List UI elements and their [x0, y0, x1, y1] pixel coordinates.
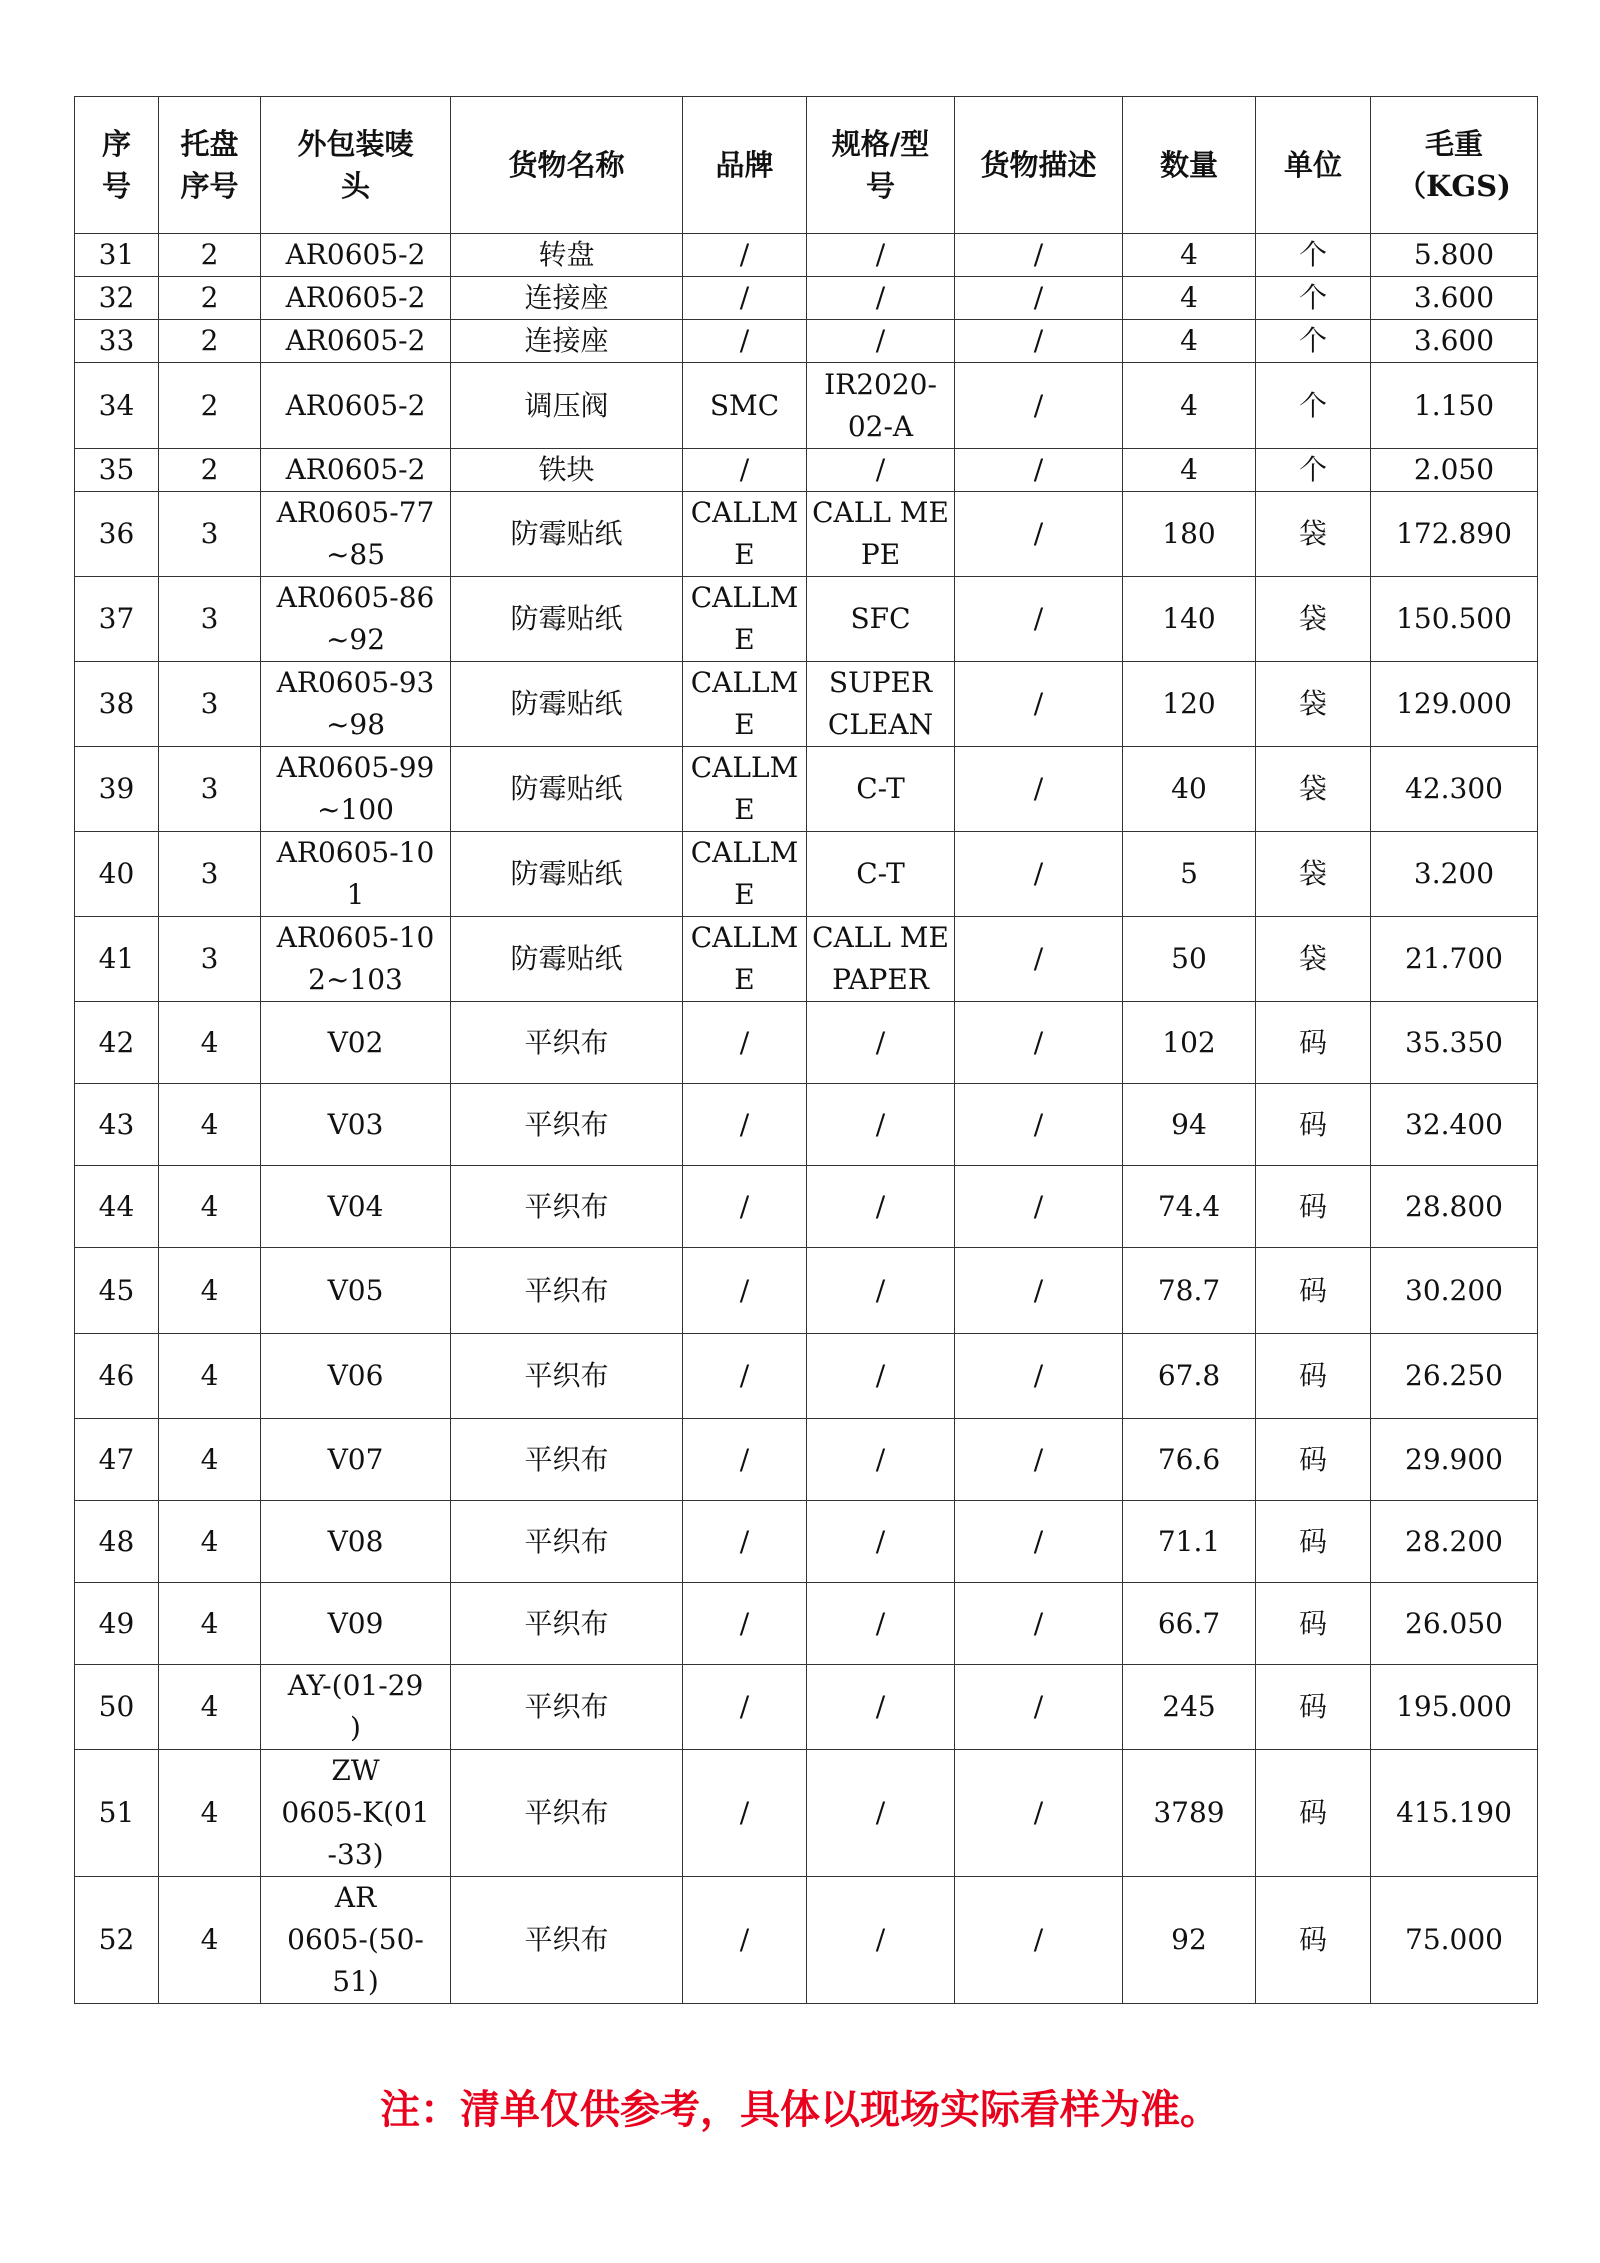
cell-weight: 28.200: [1371, 1501, 1538, 1583]
cell-brand: /: [683, 1665, 807, 1750]
cell-mark: V09: [261, 1583, 451, 1665]
cell-mark: AR0605-2: [261, 363, 451, 449]
cell-no: 50: [75, 1665, 159, 1750]
cell-model: /: [807, 1877, 955, 2004]
cell-qty: 94: [1123, 1084, 1256, 1166]
cell-pallet: 3: [159, 917, 261, 1002]
cell-desc: /: [955, 363, 1123, 449]
table-row: [75, 1750, 1538, 1877]
cell-model: /: [807, 1501, 955, 1583]
cell-unit: 袋: [1256, 832, 1371, 917]
cell-weight: 195.000: [1371, 1665, 1538, 1750]
cell-no: 48: [75, 1501, 159, 1583]
table-row: [75, 1248, 1538, 1334]
cell-weight: 32.400: [1371, 1084, 1538, 1166]
cell-no: 51: [75, 1750, 159, 1877]
cell-weight: 129.000: [1371, 662, 1538, 747]
cell-pallet: 3: [159, 492, 261, 577]
cell-desc: /: [955, 449, 1123, 492]
cell-unit: 码: [1256, 1419, 1371, 1501]
cell-no: 36: [75, 492, 159, 577]
cell-unit: 码: [1256, 1665, 1371, 1750]
cell-model: SUPER CLEAN: [807, 662, 955, 747]
cell-pallet: 2: [159, 234, 261, 277]
cell-name: 转盘: [451, 234, 683, 277]
cell-mark: V02: [261, 1002, 451, 1084]
table-row: [75, 1583, 1538, 1665]
cell-qty: 40: [1123, 747, 1256, 832]
table-row: [75, 449, 1538, 492]
column-header-unit: 单位: [1256, 97, 1371, 234]
cell-weight: 28.800: [1371, 1166, 1538, 1248]
cell-qty: 92: [1123, 1877, 1256, 2004]
cell-mark: AR0605-2: [261, 234, 451, 277]
cell-pallet: 2: [159, 320, 261, 363]
cell-model: SFC: [807, 577, 955, 662]
cell-model: IR2020- 02-A: [807, 363, 955, 449]
cell-mark: AR0605-2: [261, 449, 451, 492]
cell-pallet: 4: [159, 1877, 261, 2004]
cell-pallet: 3: [159, 577, 261, 662]
cell-brand: CALLM E: [683, 577, 807, 662]
cell-name: 平织布: [451, 1084, 683, 1166]
cell-pallet: 3: [159, 832, 261, 917]
cell-name: 平织布: [451, 1419, 683, 1501]
table-row: [75, 1665, 1538, 1750]
cell-unit: 码: [1256, 1501, 1371, 1583]
cell-unit: 个: [1256, 363, 1371, 449]
cell-weight: 150.500: [1371, 577, 1538, 662]
cell-no: 32: [75, 277, 159, 320]
cell-name: 连接座: [451, 320, 683, 363]
cell-no: 33: [75, 320, 159, 363]
cell-model: /: [807, 1583, 955, 1665]
cell-no: 42: [75, 1002, 159, 1084]
cell-mark: AR0605-77 ~85: [261, 492, 451, 577]
cell-desc: /: [955, 1419, 1123, 1501]
cell-desc: /: [955, 1877, 1123, 2004]
table-row: [75, 747, 1538, 832]
cell-weight: 415.190: [1371, 1750, 1538, 1877]
cell-qty: 3789: [1123, 1750, 1256, 1877]
cell-qty: 4: [1123, 277, 1256, 320]
cell-model: CALL ME PAPER: [807, 917, 955, 1002]
cell-mark: AR0605-99 ~100: [261, 747, 451, 832]
cell-mark: AR0605-86 ~92: [261, 577, 451, 662]
cell-desc: /: [955, 1501, 1123, 1583]
cell-mark: AR0605-2: [261, 320, 451, 363]
cell-name: 铁块: [451, 449, 683, 492]
cell-name: 平织布: [451, 1877, 683, 2004]
cell-desc: /: [955, 1334, 1123, 1419]
cell-pallet: 4: [159, 1750, 261, 1877]
cell-brand: /: [683, 277, 807, 320]
cell-brand: /: [683, 1750, 807, 1877]
cell-name: 防霉贴纸: [451, 662, 683, 747]
cell-weight: 42.300: [1371, 747, 1538, 832]
cell-qty: 71.1: [1123, 1501, 1256, 1583]
cell-no: 38: [75, 662, 159, 747]
cell-weight: 75.000: [1371, 1877, 1538, 2004]
cell-pallet: 4: [159, 1665, 261, 1750]
cell-pallet: 4: [159, 1583, 261, 1665]
cell-unit: 码: [1256, 1877, 1371, 2004]
cell-no: 46: [75, 1334, 159, 1419]
cell-pallet: 4: [159, 1419, 261, 1501]
table-body: [75, 234, 1538, 2004]
cell-qty: 4: [1123, 320, 1256, 363]
cell-no: 35: [75, 449, 159, 492]
cell-brand: /: [683, 1334, 807, 1419]
cell-name: 调压阀: [451, 363, 683, 449]
cell-mark: V06: [261, 1334, 451, 1419]
cell-no: 47: [75, 1419, 159, 1501]
table-row: [75, 832, 1538, 917]
cell-unit: 码: [1256, 1166, 1371, 1248]
cell-pallet: 2: [159, 363, 261, 449]
cell-desc: /: [955, 1248, 1123, 1334]
cell-pallet: 4: [159, 1002, 261, 1084]
cell-weight: 21.700: [1371, 917, 1538, 1002]
table-row: [75, 320, 1538, 363]
cell-model: /: [807, 320, 955, 363]
cell-desc: /: [955, 1665, 1123, 1750]
cell-mark: V04: [261, 1166, 451, 1248]
column-header-qty: 数量: [1123, 97, 1256, 234]
cell-model: /: [807, 277, 955, 320]
cell-weight: 26.250: [1371, 1334, 1538, 1419]
cell-unit: 袋: [1256, 492, 1371, 577]
cell-qty: 4: [1123, 234, 1256, 277]
cell-name: 防霉贴纸: [451, 832, 683, 917]
column-header-name: 货物名称: [451, 97, 683, 234]
cell-qty: 245: [1123, 1665, 1256, 1750]
cell-qty: 67.8: [1123, 1334, 1256, 1419]
cell-unit: 码: [1256, 1750, 1371, 1877]
cell-weight: 35.350: [1371, 1002, 1538, 1084]
cell-brand: /: [683, 1002, 807, 1084]
cell-brand: CALLM E: [683, 747, 807, 832]
cell-name: 平织布: [451, 1501, 683, 1583]
cell-no: 41: [75, 917, 159, 1002]
column-header-no: 序 号: [75, 97, 159, 234]
cell-desc: /: [955, 1166, 1123, 1248]
table-header-row: [75, 97, 1538, 234]
cell-qty: 74.4: [1123, 1166, 1256, 1248]
cell-name: 防霉贴纸: [451, 492, 683, 577]
cell-name: 平织布: [451, 1166, 683, 1248]
cell-unit: 码: [1256, 1334, 1371, 1419]
cell-unit: 袋: [1256, 917, 1371, 1002]
cell-mark: AR0605-93 ~98: [261, 662, 451, 747]
cell-weight: 172.890: [1371, 492, 1538, 577]
cell-unit: 个: [1256, 234, 1371, 277]
cell-brand: CALLM E: [683, 662, 807, 747]
cell-pallet: 3: [159, 662, 261, 747]
cell-qty: 4: [1123, 363, 1256, 449]
cell-name: 平织布: [451, 1334, 683, 1419]
cell-desc: /: [955, 320, 1123, 363]
cell-name: 平织布: [451, 1665, 683, 1750]
cell-name: 平织布: [451, 1002, 683, 1084]
cell-qty: 5: [1123, 832, 1256, 917]
cell-name: 平织布: [451, 1248, 683, 1334]
cell-model: /: [807, 1248, 955, 1334]
cell-desc: /: [955, 1583, 1123, 1665]
cell-qty: 50: [1123, 917, 1256, 1002]
column-header-brand: 品牌: [683, 97, 807, 234]
cell-model: CALL ME PE: [807, 492, 955, 577]
cell-name: 连接座: [451, 277, 683, 320]
cell-unit: 袋: [1256, 662, 1371, 747]
cell-pallet: 4: [159, 1248, 261, 1334]
cell-model: /: [807, 1084, 955, 1166]
cell-mark: V05: [261, 1248, 451, 1334]
cell-unit: 码: [1256, 1248, 1371, 1334]
table-row: [75, 277, 1538, 320]
cell-weight: 3.600: [1371, 320, 1538, 363]
cell-desc: /: [955, 662, 1123, 747]
cell-name: 防霉贴纸: [451, 917, 683, 1002]
cell-desc: /: [955, 234, 1123, 277]
cell-desc: /: [955, 832, 1123, 917]
cell-unit: 个: [1256, 277, 1371, 320]
cell-desc: /: [955, 577, 1123, 662]
table-row: [75, 1877, 1538, 2004]
cell-brand: SMC: [683, 363, 807, 449]
cell-no: 43: [75, 1084, 159, 1166]
cell-mark: V03: [261, 1084, 451, 1166]
cell-unit: 码: [1256, 1583, 1371, 1665]
cell-unit: 码: [1256, 1002, 1371, 1084]
cell-no: 40: [75, 832, 159, 917]
cell-desc: /: [955, 1002, 1123, 1084]
cell-weight: 1.150: [1371, 363, 1538, 449]
cell-no: 45: [75, 1248, 159, 1334]
cell-brand: CALLM E: [683, 917, 807, 1002]
cell-qty: 76.6: [1123, 1419, 1256, 1501]
cell-qty: 120: [1123, 662, 1256, 747]
cell-mark: AR0605-2: [261, 277, 451, 320]
cell-model: /: [807, 1002, 955, 1084]
column-header-model: 规格/型 号: [807, 97, 955, 234]
cell-unit: 袋: [1256, 747, 1371, 832]
cell-model: /: [807, 449, 955, 492]
cell-weight: 3.600: [1371, 277, 1538, 320]
cell-no: 49: [75, 1583, 159, 1665]
cell-brand: CALLM E: [683, 492, 807, 577]
column-header-mark: 外包装唛 头: [261, 97, 451, 234]
cell-mark: V07: [261, 1419, 451, 1501]
cell-name: 防霉贴纸: [451, 577, 683, 662]
cell-qty: 140: [1123, 577, 1256, 662]
cell-brand: /: [683, 1583, 807, 1665]
cell-no: 44: [75, 1166, 159, 1248]
cell-model: /: [807, 1419, 955, 1501]
table-row: [75, 1419, 1538, 1501]
cell-model: C-T: [807, 832, 955, 917]
cell-name: 平织布: [451, 1583, 683, 1665]
cell-weight: 26.050: [1371, 1583, 1538, 1665]
cell-brand: /: [683, 1166, 807, 1248]
cell-unit: 码: [1256, 1084, 1371, 1166]
cell-mark: AR0605-10 2~103: [261, 917, 451, 1002]
cell-weight: 2.050: [1371, 449, 1538, 492]
cell-unit: 袋: [1256, 577, 1371, 662]
cell-model: /: [807, 1166, 955, 1248]
cell-pallet: 2: [159, 449, 261, 492]
table-row: [75, 1166, 1538, 1248]
cell-brand: /: [683, 1877, 807, 2004]
cell-qty: 4: [1123, 449, 1256, 492]
cell-brand: /: [683, 234, 807, 277]
cell-mark: V08: [261, 1501, 451, 1583]
cell-pallet: 4: [159, 1084, 261, 1166]
cell-desc: /: [955, 277, 1123, 320]
cell-desc: /: [955, 747, 1123, 832]
cell-pallet: 4: [159, 1166, 261, 1248]
column-header-weight: 毛重 （KGS): [1371, 97, 1538, 234]
cell-mark: AY-(01-29 ): [261, 1665, 451, 1750]
cell-no: 37: [75, 577, 159, 662]
cell-brand: /: [683, 1248, 807, 1334]
cell-brand: /: [683, 320, 807, 363]
cell-mark: AR0605-10 1: [261, 832, 451, 917]
cell-mark: ZW 0605-K(01 -33): [261, 1750, 451, 1877]
cell-qty: 78.7: [1123, 1248, 1256, 1334]
cell-brand: /: [683, 1419, 807, 1501]
cell-weight: 30.200: [1371, 1248, 1538, 1334]
cell-qty: 180: [1123, 492, 1256, 577]
cell-no: 52: [75, 1877, 159, 2004]
cell-no: 34: [75, 363, 159, 449]
cell-no: 31: [75, 234, 159, 277]
table-row: [75, 917, 1538, 1002]
cell-model: /: [807, 1750, 955, 1877]
cell-model: C-T: [807, 747, 955, 832]
table-row: [75, 234, 1538, 277]
table-row: [75, 1501, 1538, 1583]
cell-brand: CALLM E: [683, 832, 807, 917]
cell-pallet: 4: [159, 1501, 261, 1583]
cell-desc: /: [955, 1084, 1123, 1166]
cell-brand: /: [683, 449, 807, 492]
table-row: [75, 577, 1538, 662]
table-row: [75, 1002, 1538, 1084]
cell-pallet: 2: [159, 277, 261, 320]
cell-qty: 102: [1123, 1002, 1256, 1084]
cell-pallet: 4: [159, 1334, 261, 1419]
cell-desc: /: [955, 492, 1123, 577]
cell-pallet: 3: [159, 747, 261, 832]
column-header-desc: 货物描述: [955, 97, 1123, 234]
table-row: [75, 492, 1538, 577]
packing-list-table: [74, 96, 1538, 2004]
column-header-pallet: 托盘 序号: [159, 97, 261, 234]
table-row: [75, 662, 1538, 747]
cell-name: 防霉贴纸: [451, 747, 683, 832]
cell-desc: /: [955, 1750, 1123, 1877]
cell-weight: 3.200: [1371, 832, 1538, 917]
footer-note: 注：清单仅供参考，具体以现场实际看样为准。: [380, 2087, 1220, 2133]
cell-no: 39: [75, 747, 159, 832]
cell-name: 平织布: [451, 1750, 683, 1877]
cell-weight: 5.800: [1371, 234, 1538, 277]
cell-model: /: [807, 234, 955, 277]
cell-mark: AR 0605-(50- 51): [261, 1877, 451, 2004]
cell-brand: /: [683, 1501, 807, 1583]
table-row: [75, 1334, 1538, 1419]
cell-weight: 29.900: [1371, 1419, 1538, 1501]
cell-qty: 66.7: [1123, 1583, 1256, 1665]
cell-unit: 个: [1256, 320, 1371, 363]
table-row: [75, 363, 1538, 449]
cell-model: /: [807, 1665, 955, 1750]
cell-brand: /: [683, 1084, 807, 1166]
cell-model: /: [807, 1334, 955, 1419]
cell-desc: /: [955, 917, 1123, 1002]
cell-unit: 个: [1256, 449, 1371, 492]
table-row: [75, 1084, 1538, 1166]
